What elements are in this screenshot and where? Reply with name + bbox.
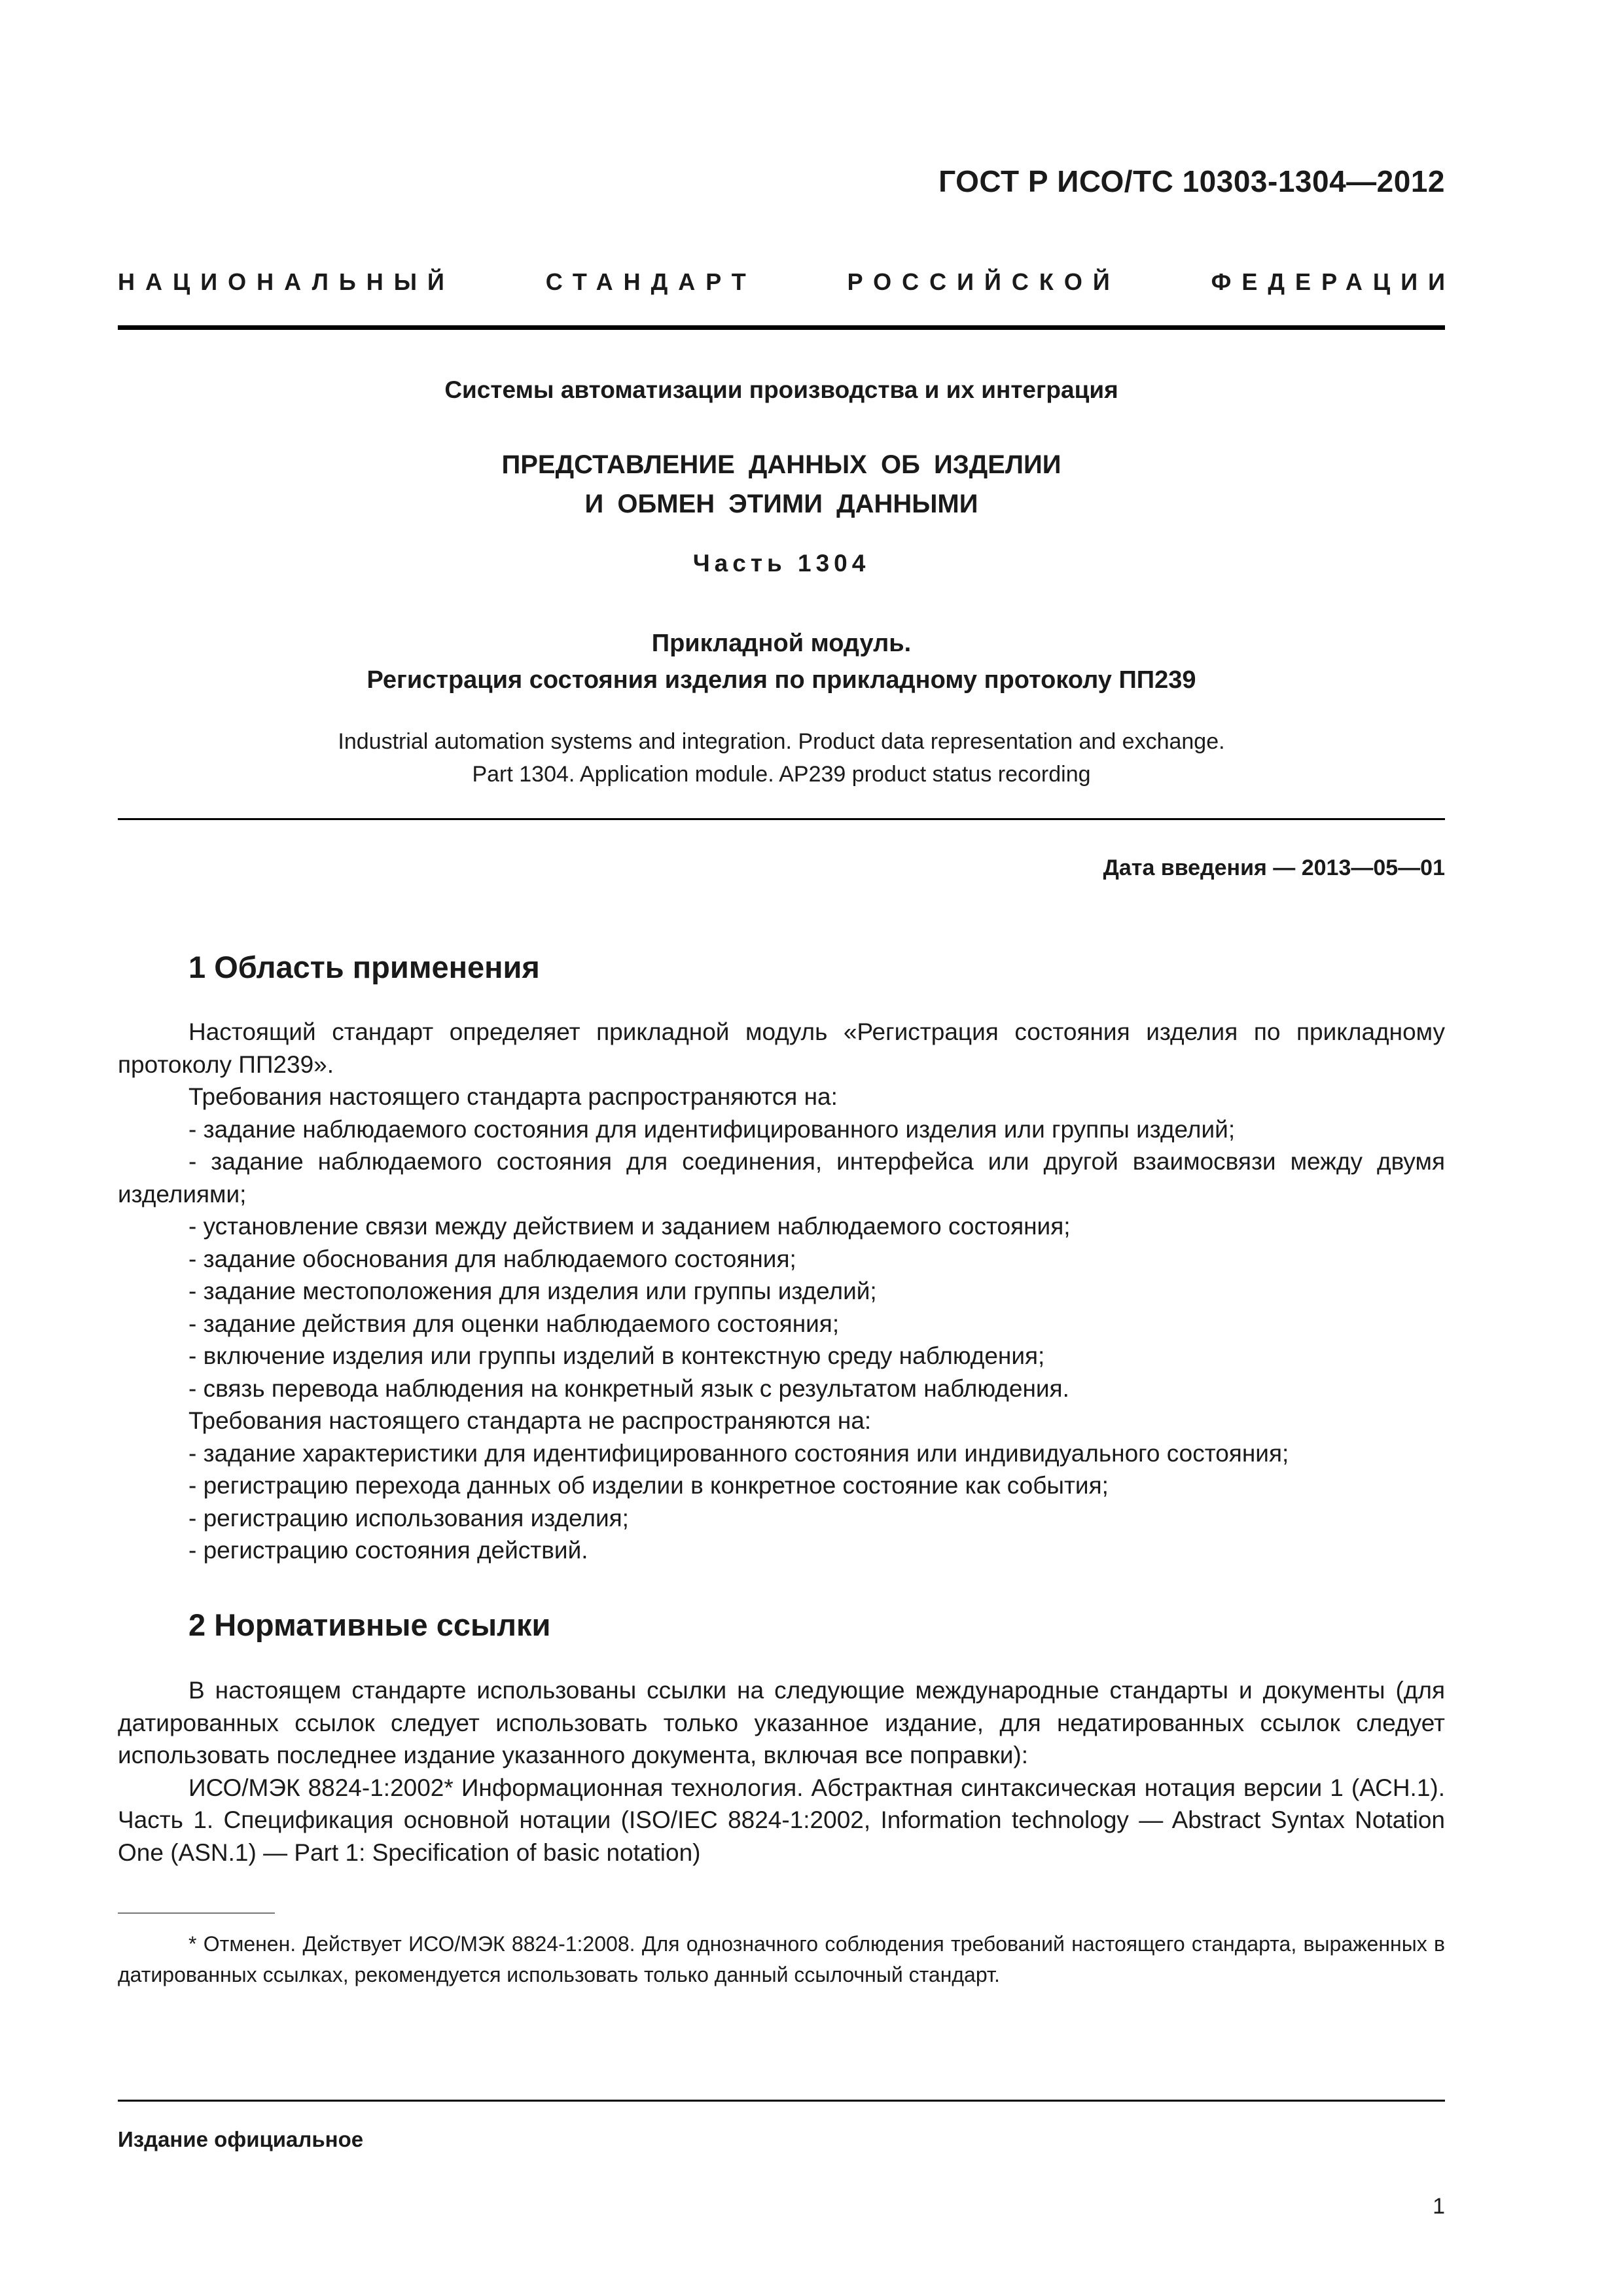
national-title-word: РОССИЙСКОЙ (847, 268, 1120, 295)
part-number: Часть 1304 (692, 550, 870, 577)
list-item: - связь перевода наблюдения на конкретный язык с результатом наблюдения. (188, 1374, 1069, 1402)
list-item: - регистрацию использования изделия; (188, 1504, 629, 1532)
english-title-line: Part 1304. Application module. AP239 product status recording (472, 762, 1091, 787)
list-item: - задание местоположения для изделия или группы изделий; (188, 1278, 877, 1304)
list-item: - задание наблюдаемого состояния для соединения, интерфейса или другой взаимосвязи между двумя изделиями; (118, 1148, 1445, 1208)
list-item: - установление связи между действием и заданием наблюдаемого состояния; (188, 1213, 1071, 1240)
official-edition-label: Издание официальное (118, 2127, 364, 2151)
main-title-line: И ОБМЕН ЭТИМИ ДАННЫМИ (584, 490, 978, 518)
paragraph: В настоящем стандарте использованы ссылки на следующие международные стандарты и документы (для датированных ссылок следует использовать только указанное издание, для недатированных ссылок следует использовать последнее издание указанного документа, включая все поправки): (118, 1677, 1445, 1768)
footnote (118, 1929, 1445, 1990)
module-title (118, 625, 1445, 698)
footer-divider (118, 2100, 1445, 2102)
title-divider (118, 818, 1445, 820)
list-item: - задание характеристики для идентифицированного состояния или индивидуального состояния; (188, 1439, 1289, 1467)
introduction-date: Дата введения — 2013—05—01 (1103, 855, 1445, 880)
document-page (118, 0, 1455, 2296)
section-1-heading: 1 Область применения (188, 950, 540, 984)
list-item: - задание наблюдаемого состояния для идентифицированного изделия или группы изделий; (188, 1115, 1236, 1143)
section-1-body (118, 1016, 1445, 1567)
document-main-title (118, 445, 1445, 524)
section-2-heading: 2 Нормативные ссылки (188, 1607, 551, 1642)
document-subtitle: Системы автоматизации производства и их интеграция (444, 376, 1118, 403)
footnote-text: * Отменен. Действует ИСО/МЭК 8824-1:2008. Для однозначного соблюдения требований настоящего стандарта, выраженных в датированных ссылках, рекомендуется использовать только данный ссылочный стандарт. (118, 1932, 1445, 1986)
national-title-word: НАЦИОНАЛЬНЫЙ (118, 268, 455, 295)
english-title (118, 725, 1445, 791)
national-standard-title (118, 268, 1455, 296)
module-title-line: Регистрация состояния изделия по прикладному протоколу ПП239 (366, 666, 1196, 694)
list-item: - задание обоснования для наблюдаемого состояния; (188, 1245, 796, 1272)
paragraph: Требования настоящего стандарта распространяются на: (188, 1083, 838, 1110)
national-title-word: СТАНДАРТ (545, 268, 757, 295)
page-number: 1 (1433, 2194, 1445, 2219)
list-item: - задание действия для оценки наблюдаемого состояния; (188, 1310, 840, 1337)
module-title-line: Прикладной модуль. (651, 630, 912, 657)
reference-entry: ИСО/МЭК 8824-1:2002* Информационная технология. Абстрактная синтаксическая нотация версии 1 (АСН.1). Часть 1. Спецификация основной нотации (ISO/IEC 8824-1:2002, Information technology — Abstract Syntax Notation One (ASN.1) — Part 1: Specification of basic notation) (118, 1774, 1445, 1866)
english-title-line: Industrial automation systems and integration. Product data representation and exchange. (338, 729, 1225, 754)
national-title-word: ФЕДЕРАЦИИ (1211, 268, 1455, 295)
section-2-body (118, 1674, 1445, 1869)
paragraph: Настоящий стандарт определяет прикладной модуль «Регистрация состояния изделия по прикладному протоколу ПП239». (118, 1018, 1445, 1078)
header-divider (118, 325, 1445, 330)
footnote-separator (118, 1912, 275, 1914)
list-item: - включение изделия или группы изделий в контекстную среду наблюдения; (188, 1342, 1045, 1369)
main-title-line: ПРЕДСТАВЛЕНИЕ ДАННЫХ ОБ ИЗДЕЛИИ (501, 450, 1061, 479)
document-code: ГОСТ Р ИСО/ТС 10303-1304—2012 (938, 164, 1445, 198)
paragraph: Требования настоящего стандарта не распространяются на: (188, 1407, 872, 1434)
list-item: - регистрацию состояния действий. (188, 1537, 588, 1564)
list-item: - регистрацию перехода данных об изделии в конкретное состояние как события; (188, 1472, 1109, 1499)
